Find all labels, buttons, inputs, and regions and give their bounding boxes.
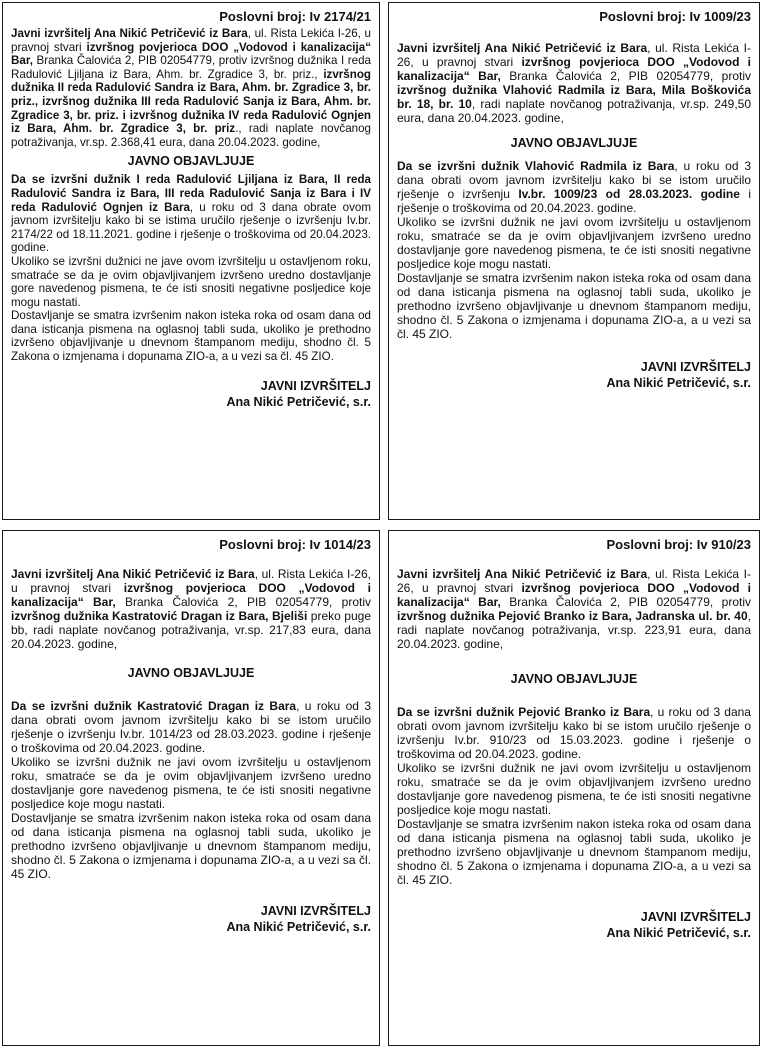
case-number: Poslovni broj: Iv 1009/23	[599, 9, 751, 24]
signature	[11, 378, 371, 410]
bold-text-run: Javni izvršitelj Ana Nikić Petričević iz Bara	[11, 27, 248, 40]
signature-name: Ana Nikić Petričević, s.r.	[226, 394, 371, 409]
notice-intro	[11, 27, 371, 149]
text-run: , ul. Rista Lekića I-26, u pravnoj stvari	[11, 27, 372, 54]
notice-paragraph: Ukoliko se izvršni dužnik ne javi ovom izvršitelju u ostavljenom roku, smatraće se da je ovim objavljivanjem izvršeno uredno dostavljanje gore navedenog pismena, te će isti snositi negativne posljedice koje mogu nastati.	[397, 215, 751, 271]
notice-heading: JAVNO OBJAVLJUJE	[127, 154, 255, 169]
text-run: preko puge bb, radi naplate novčanog potraživanja, vr.sp. 217,83 eura, dana 20.04.2023. godine,	[11, 609, 371, 651]
bold-text-run: Da se izvršni dužnik Vlahović Radmila iz Bara	[397, 159, 675, 173]
signature	[397, 909, 751, 941]
bold-text-run: Da se izvršni dužnik Kastratović Dragan iz Bara	[11, 699, 297, 713]
notice-paragraph: Dostavljanje se smatra izvršenim nakon isteka roka od osam dana od dana isticanja pismena na oglasnoj tabli suda, ukoliko je prethodno izvršeno objavljivanje u dnevnom štampanom mediju, shodno čl. 5 Zakona o izmjenama i dopunama ZIO-a, a u vezi sa čl. 45 ZIO.	[397, 817, 751, 887]
notice-heading: JAVNO OBJAVLJUJE	[127, 666, 255, 680]
notice-decision	[397, 705, 751, 761]
text-run: , ul. Rista Lekića I-26, u pravnoj stvari	[397, 567, 752, 595]
signature-title: JAVNI IZVRŠITELJ	[260, 378, 371, 393]
text-run: , u roku od 3 dana obrati ovom javnom izvršitelju kako bi se istom uručilo rješenje o izvršenju Iv.br. 910/23 od 15.03.2023. godine i rješenje o troškovima od 20.04.2023. godine.	[397, 705, 751, 761]
bold-text-run: izvršnog dužnika Kastratović Dragan iz Bara, Bjeliši	[11, 609, 308, 623]
text-run: , radi naplate novčanog potraživanja, vr.sp. 249,50 eura, dana 20.04.2023. godine,	[397, 97, 751, 125]
notice-decision	[397, 159, 751, 215]
notice-iv-2174-21	[2, 2, 380, 520]
signature-title: JAVNI IZVRŠITELJ	[640, 360, 751, 374]
signature-title: JAVNI IZVRŠITELJ	[260, 904, 371, 918]
text-run: Branka Čalovića 2, PIB 02054779, protiv	[115, 595, 371, 609]
case-number: Poslovni broj: Iv 910/23	[606, 537, 751, 552]
signature	[397, 359, 751, 391]
text-run: , u roku od 3 dana obrate ovom javnom izvršitelju kako bi se istima uručilo rješenje o izvršenju Iv.br. 2174/22 od 18.11.2021. godine i rješenje o troškovima od 20.04.2023. godine.	[11, 200, 371, 255]
text-run: ., radi naplate novčanog potraživanja, vr.sp. 2.368,41 eura, dana 20.04.2023. godine,	[11, 122, 371, 149]
bold-text-run: Da se izvršni dužnik Pejović Branko iz Bara	[397, 705, 651, 719]
signature	[11, 903, 371, 935]
bold-text-run: Javni izvršitelj Ana Nikić Petričević iz Bara	[397, 567, 648, 581]
notice-paragraph: Ukoliko se izvršni dužnik ne javi ovom izvršitelju u ostavljenom roku, smatraće se da je ovim objavljivanjem izvršeno uredno dostavljanje gore navedenog pismena, te će isti snositi negativne posljedice koje mogu nastati.	[11, 755, 371, 811]
text-run: Branka Čalovića 2, PIB 02054779, protiv	[500, 69, 751, 83]
bold-text-run: Javni izvršitelj Ana Nikić Petričević iz Bara	[397, 41, 648, 55]
bold-text-run: izvršnog povjerioca DOO „Vodovod i kanalizacija“ Bar,	[397, 581, 751, 609]
text-run: , u roku od 3 dana obrati ovom javnom izvršitelju kako bi se istom uručilo rješenje o izvršenju Iv.br. 1014/23 od 28.03.2023. godine i rješenje o troškovima od 20.04.2023. godine.	[11, 699, 371, 755]
signature-title: JAVNI IZVRŠITELJ	[640, 910, 751, 924]
text-run: , u roku od 3 dana obrati ovom javnom izvršitelju kako bi se istom uručilo rješenje o izvršenju	[397, 159, 752, 201]
text-run: , ul. Rista Lekića I-26, u pravnoj stvari	[397, 41, 752, 69]
notice-paragraph: Dostavljanje se smatra izvršenim nakon isteka roka od osam dana od dana isticanja pismena na oglasnoj tabli suda, ukoliko je prethodno izvršeno objavljivanje u dnevnom štampanom mediju, shodno čl. 5 Zakona o izmjenama i dopunama ZIO-a, a u vezi sa čl. 45 ZIO.	[397, 271, 751, 341]
bold-text-run: izvršnog dužnika Pejović Branko iz Bara, Jadranska ul. br. 40	[397, 609, 748, 623]
notice-iv-1014-23	[2, 530, 380, 1046]
notice-decision	[11, 173, 371, 255]
bold-text-run: izvršnog povjerioca DOO „Vodovod i kanalizacija“ Bar,	[11, 40, 371, 68]
text-run: i rješenje o troškovima od 20.04.2023. godine.	[397, 187, 751, 215]
text-run: Branka Čalovića 2, PIB 02054779, protiv izvršnog dužnika I reda Radulović Ljiljana iz Bara, Ahm. br. Zgradice 3, br. priz.,	[11, 54, 371, 81]
case-number: Poslovni broj: Iv 1014/23	[219, 537, 371, 552]
text-run: , ul. Rista Lekića I-26, u pravnoj stvari	[11, 567, 371, 595]
signature-name: Ana Nikić Petričević, s.r.	[606, 926, 751, 940]
signature-name: Ana Nikić Petričević, s.r.	[226, 920, 371, 934]
notice-heading: JAVNO OBJAVLJUJE	[510, 136, 638, 150]
bold-text-run: izvršnog povjerioca DOO „Vodovod i kanalizacija“ Bar,	[397, 55, 751, 83]
notice-intro	[11, 567, 371, 651]
text-run: , radi naplate novčanog potraživanja, vr.sp. 223,91 eura, dana 20.04.2023. godine,	[397, 609, 751, 651]
bold-text-run: izvršnog povjerioca DOO „Vodovod i kanalizacija“ Bar,	[11, 581, 372, 609]
bold-text-run: Iv.br. 1009/23 od 28.03.2023. godine	[518, 187, 740, 201]
notice-intro	[397, 567, 751, 651]
bold-text-run: Da se izvršni dužnik I reda Radulović Ljiljana iz Bara, II reda Radulović Sandra iz Bara, III reda Radulović Sanja iz Bara i IV reda Radulović Ognjen iz Bara	[11, 173, 371, 214]
bold-text-run: Javni izvršitelj Ana Nikić Petričević iz Bara	[11, 567, 255, 581]
notice-heading: JAVNO OBJAVLJUJE	[510, 672, 638, 686]
notice-intro	[397, 41, 751, 125]
bold-text-run: izvršnog dužnika Vlahović Radmila iz Bara, Mila Boškovića br. 18, br. 10	[397, 83, 751, 111]
bold-text-run: izvršnog dužnika II reda Radulović Sandra iz Bara, Ahm. br. Zgradice 3, br. priz., izvršnog dužnika III reda Radulović Sanja iz Bara, Ahm. br. Zgradice 3, br. priz. i izvršnog dužnika IV reda Radulović Ognjen iz Bara, Ahm. br. Zgradice 3, br. priz	[11, 67, 371, 136]
notice-paragraph: Dostavljanje se smatra izvršenim nakon isteka roka od osam dana od dana isticanja pismena na oglasnoj tabli suda, ukoliko je prethodno izvršeno objavljivanje u dnevnom štampanom mediju, shodno čl. 5 Zakona o izmjenama i dopunama ZIO-a, a u vezi sa čl. 45 ZIO.	[11, 309, 371, 364]
notice-iv-910-23	[388, 530, 760, 1046]
notice-paragraph: Ukoliko se izvršni dužnik ne javi ovom izvršitelju u ostavljenom roku, smatraće se da je ovim objavljivanjem izvršeno uredno dostavljanje gore navedenog pismena, te će isti snositi negativne posljedice koje mogu nastati.	[397, 761, 751, 817]
notice-iv-1009-23	[388, 2, 760, 520]
notice-paragraph: Ukoliko se izvršni dužnici ne jave ovom izvršitelju u ostavljenom roku, smatraće se da je ovim objavljivanjem izvršeno uredno dostavljanje gore navedenog pismena, te će isti snositi negativne posljedice koje mogu nastati.	[11, 254, 371, 309]
signature-name: Ana Nikić Petričević, s.r.	[606, 376, 751, 390]
notice-paragraph: Dostavljanje se smatra izvršenim nakon isteka roka od osam dana od dana isticanja pismena na oglasnoj tabli suda, ukoliko je prethodno izvršeno objavljivanje u dnevnom štampanom mediju, shodno čl. 5 Zakona o izmjenama i dopunama ZIO-a, a u vezi sa čl. 45 ZIO.	[11, 811, 371, 881]
notice-decision	[11, 699, 371, 755]
text-run: Branka Čalovića 2, PIB 02054779, protiv	[500, 595, 751, 609]
case-number: Poslovni broj: Iv 2174/21	[219, 9, 371, 24]
